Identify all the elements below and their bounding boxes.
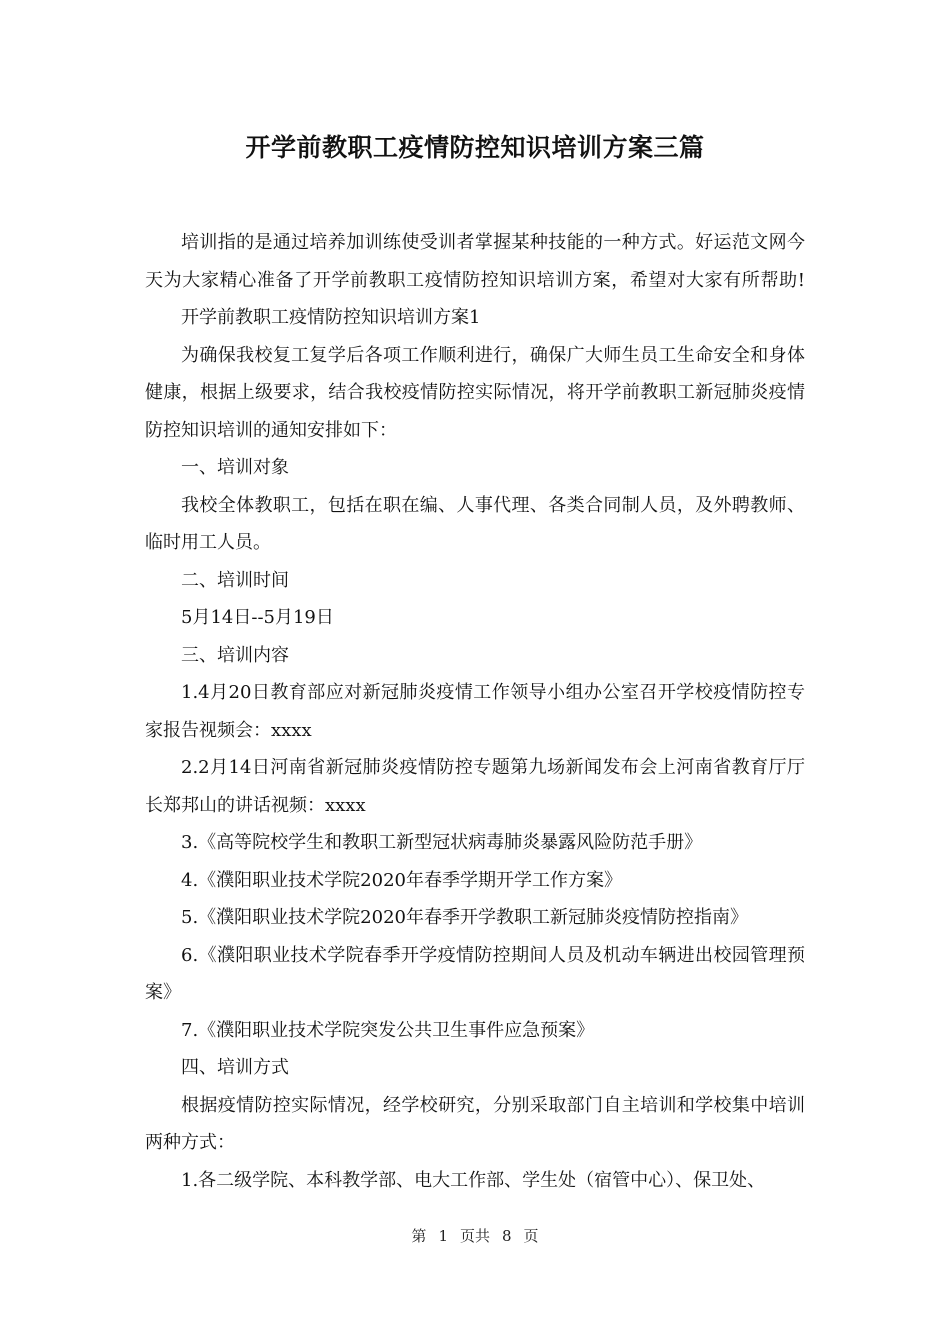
footer-total-pages: 8 — [502, 1227, 512, 1245]
section-heading: 二、培训时间 — [181, 569, 289, 591]
paragraph: 为确保我校复工复学后各项工作顺利进行，确保广大师生员工生命安全和身体健康，根据上级要求，结合我校疫情防控实际情况，将开学前教职工新冠肺炎疫情防控知识培训的通知安排如下： — [145, 344, 805, 441]
paragraph: 根据疫情防控实际情况，经学校研究，分别采取部门自主培训和学校集中培训两种方式： — [145, 1094, 805, 1153]
document-title: 开学前教职工疫情防控知识培训方案三篇 — [245, 133, 705, 162]
intro-paragraph — [145, 224, 805, 337]
footer-current-page: 1 — [438, 1227, 448, 1245]
list-item: 7.《濮阳职业技术学院突发公共卫生事件应急预案》 — [181, 1019, 595, 1041]
footer-middle: 页共 — [459, 1227, 490, 1245]
section-heading-plan-1: 开学前教职工疫情防控知识培训方案1 — [181, 307, 481, 328]
footer-prefix: 第 — [411, 1227, 427, 1245]
section-heading: 一、培训对象 — [181, 457, 289, 478]
list-item: 1.各二级学院、本科教学部、电大工作部、学生处（宿管中心）、保卫处、 — [181, 1169, 766, 1191]
list-item: 4.《濮阳职业技术学院2020年春季学期开学工作方案》 — [181, 869, 622, 891]
footer-suffix: 页 — [523, 1227, 539, 1245]
document-body — [145, 224, 805, 1199]
list-item: 1.4月20日教育部应对新冠肺炎疫情工作领导小组办公室召开学校疫情防控专家报告视频会：xxxx — [145, 682, 805, 741]
page-footer — [0, 1225, 950, 1246]
list-item: 6.《濮阳职业技术学院春季开学疫情防控期间人员及机动车辆进出校园管理预案》 — [145, 944, 805, 1003]
list-item: 3.《高等院校学生和教职工新型冠状病毒肺炎暴露风险防范手册》 — [181, 832, 703, 853]
paragraph: 我校全体教职工，包括在职在编、人事代理、各类合同制人员，及外聘教师、临时用工人员。 — [145, 494, 805, 553]
paragraph: 5月14日--5月19日 — [181, 607, 334, 628]
list-item: 2.2月14日河南省新冠肺炎疫情防控专题第九场新闻发布会上河南省教育厅厅长郑邦山的讲话视频：xxxx — [145, 757, 805, 816]
list-item: 5.《濮阳职业技术学院2020年春季开学教职工新冠肺炎疫情防控指南》 — [181, 907, 748, 928]
section-heading: 四、培训方式 — [181, 1057, 289, 1078]
section-heading: 三、培训内容 — [181, 644, 289, 666]
intro-text: 培训指的是通过培养加训练使受训者掌握某种技能的一种方式。好运范文网今天为大家精心准备了开学前教职工疫情防控知识培训方案，希望对大家有所帮助! — [145, 232, 805, 291]
